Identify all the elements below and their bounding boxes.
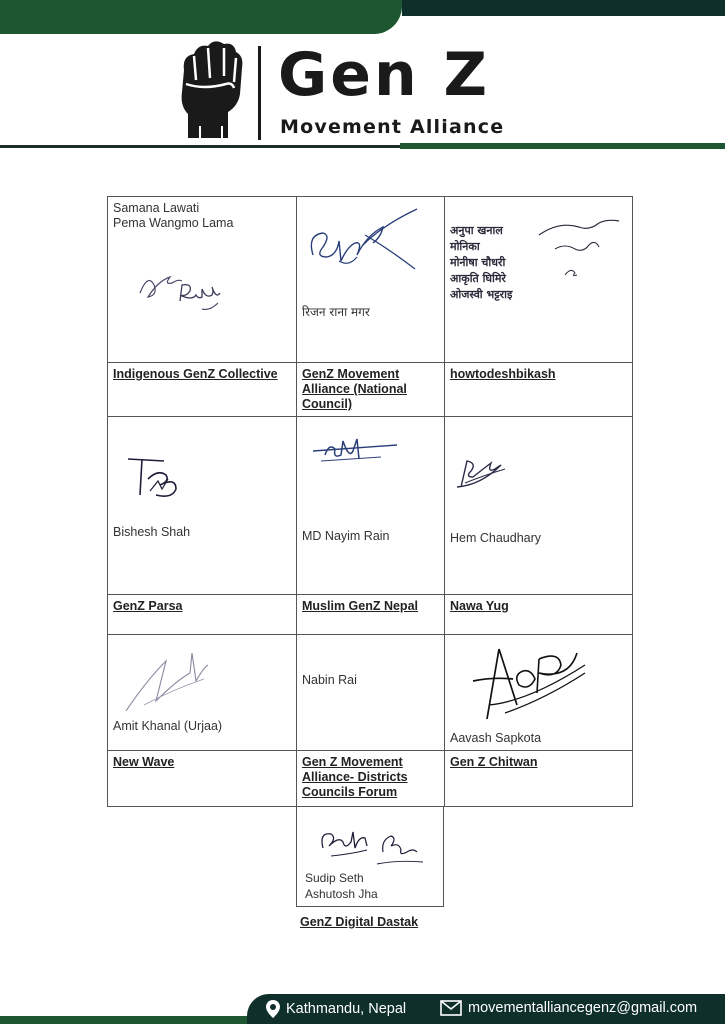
- header-rule-accent: [400, 143, 725, 149]
- logo: [170, 38, 540, 146]
- signature-cell: [445, 417, 633, 595]
- signature-image: [311, 429, 401, 469]
- signature-cell: [445, 197, 633, 363]
- signature-image: [124, 451, 188, 505]
- signature-image: [120, 645, 220, 715]
- table-row: [108, 751, 633, 807]
- signatory-names: Hem Chaudhary: [450, 531, 542, 545]
- org-cell: [297, 595, 445, 635]
- logo-subtitle: Movement Alliance: [280, 116, 505, 138]
- org-name: GenZ Digital Dastak: [300, 915, 419, 929]
- table-row: [108, 417, 633, 595]
- org-cell: [108, 595, 297, 635]
- header-green-band: [0, 0, 402, 34]
- header-dark-band: [402, 0, 725, 16]
- table-row: [108, 635, 633, 751]
- logo-title: Gen Z: [278, 40, 491, 110]
- footer-email[interactable]: [440, 1000, 697, 1016]
- org-cell: [108, 751, 297, 807]
- signatory-names: Samana Lawati Pema Wangmo Lama: [113, 201, 234, 230]
- signature-image: [469, 641, 595, 723]
- signatory-names: Nabin Rai: [302, 673, 357, 687]
- signature-cell: [297, 635, 445, 751]
- signatory-names: Amit Khanal (Urjaa): [113, 719, 223, 733]
- org-name: GenZ Parsa: [113, 599, 183, 613]
- signatory-names: MD Nayim Rain: [302, 529, 390, 543]
- org-name: Gen Z Chitwan: [450, 755, 538, 769]
- org-name: New Wave: [113, 755, 175, 769]
- org-name: Nawa Yug: [450, 599, 509, 613]
- raised-fist-icon: [174, 40, 248, 138]
- signature-image: [317, 818, 429, 868]
- org-name: Muslim GenZ Nepal: [302, 599, 418, 613]
- signatory-names: रिजन राना मगर: [302, 305, 370, 319]
- location-pin-icon: [266, 1000, 280, 1018]
- table-row: [108, 595, 633, 635]
- signature-cell: [108, 417, 297, 595]
- signature-cell: [297, 417, 445, 595]
- signature-image: [136, 259, 236, 313]
- footer-location: [266, 1000, 406, 1018]
- signature-cell: [445, 635, 633, 751]
- org-cell: [297, 363, 445, 417]
- org-name: Gen Z Movement Alliance- Districts Councils Forum: [302, 755, 408, 799]
- envelope-icon: [440, 1000, 462, 1016]
- org-cell: [445, 363, 633, 417]
- org-name: Indigenous GenZ Collective: [113, 367, 278, 381]
- logo-divider: [258, 46, 261, 140]
- org-cell: [445, 595, 633, 635]
- signature-cell: [108, 635, 297, 751]
- table-row: [108, 197, 633, 363]
- org-name: GenZ Movement Alliance (National Council): [302, 367, 407, 411]
- signatory-names: Bishesh Shah: [113, 525, 191, 539]
- footer-location-text: Kathmandu, Nepal: [286, 1001, 407, 1017]
- signatory-names: Aavash Sapkota: [450, 731, 542, 745]
- table-row: [108, 363, 633, 417]
- org-cell: [445, 751, 633, 807]
- signature-cell: [108, 197, 297, 363]
- signature-image: [535, 215, 625, 285]
- org-name: howtodeshbikash: [450, 367, 556, 381]
- signatory-names: Sudip Seth Ashutosh Jha: [305, 871, 378, 901]
- org-cell: [297, 751, 445, 807]
- extra-signature-cell: [296, 806, 444, 907]
- signatory-names: अनुपा खनाल मोनिका मोनीषा चौधरी आकृति घिमिरे ओजस्वी भट्टराइ: [450, 224, 513, 301]
- signature-image: [451, 447, 517, 497]
- footer-email-text[interactable]: movementalliancegenz@gmail.com: [468, 1000, 698, 1016]
- signature-table: [107, 196, 633, 807]
- org-cell: [108, 363, 297, 417]
- signature-cell: [297, 197, 445, 363]
- signature-image: [303, 205, 431, 275]
